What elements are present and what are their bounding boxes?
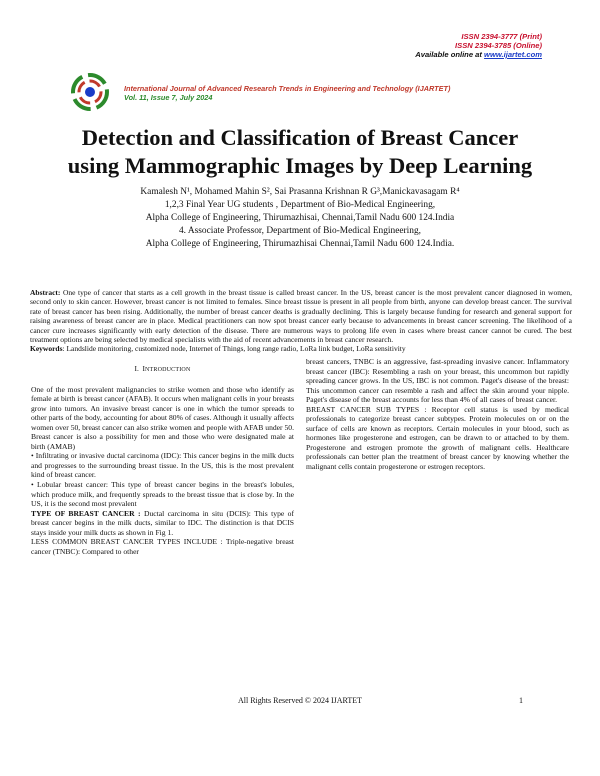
idc-paragraph: • Infiltrating or invasive ductal carcinoma (IDC): This cancer begins in the milk ducts and progresses to the surrounding breast tissue. In the US, this is the most prevalent kind of breast cancer. — [31, 451, 294, 480]
journal-volume: Vol. 11, Issue 7, July 2024 — [124, 93, 213, 102]
abstract — [30, 288, 572, 354]
affiliation-1-line2: Alpha College of Engineering, Thirumazhisai, Chennai,Tamil Nadu 600 124.India — [145, 213, 455, 223]
abstract-label: Abstract: — [30, 288, 61, 297]
tnbc-paragraph: breast cancers, TNBC is an aggressive, fast-spreading invasive cancer. Inflammatory breast cancer (IBC): Resembling a rash on your breast, this uncommon but rapidly spreading cancer grows. In the US, IBC is not common. Paget's disease of the breast: This uncommon cancer can resemble a rash and affect the skin around your nipple. Paget's disease of the breast accounts for less than 4% of all cases of breast cancer. — [306, 357, 569, 405]
affiliation-1-line1: 1,2,3 Final Year UG students , Department of Bio-Medical Engineering, — [164, 200, 436, 210]
types-paragraph: TYPE OF BREAST CANCER : Ductal carcinoma in situ (DCIS): This type of breast cancer begins in the milk ducts, similar to IDC. The distinction is that DCIS stays inside your milk ducts as shown in Fig 1. — [31, 508, 294, 537]
issn-online: ISSN 2394-3785 (Online) — [455, 41, 542, 50]
affiliation-2-line2: Alpha College of Engineering, Thirumazhisai Chennai,Tamil Nadu 600 124.India. — [145, 239, 455, 249]
right-column — [306, 357, 569, 472]
page-number: 1 — [519, 696, 523, 705]
keywords-text: : Landslide monitoring, customized node, Internet of Things, long range radio, LoRa link budget, LoRa sensitivity — [62, 344, 406, 354]
intro-paragraph: One of the most prevalent malignancies to strike women and those who identify as female at birth is breast cancer (AFAB). It occurs when malignant cells in your breasts grow into tumors. An invasive breast cancer is one in which the tumor spreads to other parts of the body, accounting for about 80% of cases. Although it usually affects women over 50, breast cancer can also strike women and people with AFAB under 50. Breast cancer is also a possibility for men and those who were designated male at birth (AMAB) — [31, 384, 294, 451]
less-common-paragraph: LESS COMMON BREAST CANCER TYPES INCLUDE : Triple-negative breast cancer (TNBC): Compared to other — [31, 537, 294, 556]
keywords-label: Keywords — [30, 344, 63, 354]
issn-print: ISSN 2394-3777 (Print) — [461, 32, 542, 41]
affiliation-2-line1: 4. Associate Professor, Department of Bio-Medical Engineering, — [178, 226, 421, 236]
paper-authors: Kamalesh N¹, Mohamed Mahin S², Sai Prasanna Krishnan R G³,Manickavasagam R⁴ — [140, 187, 460, 197]
paper-title: Detection and Classification of Breast Cancer using Mammographic Images by Deep Learning — [67, 125, 533, 178]
journal-name: International Journal of Advanced Research Trends in Engineering and Technology (IJARTET) Vol. 11, Issue 7, July 2024 — [124, 84, 451, 102]
abstract-text: One type of cancer that starts as a cell growth in the breast tissue is called breast cancer. In the US, breast cancer is the most prevalent cancer diagnosed in women, second only to skin cancer. However, breast cancer is not limited to females. Since breast tissue is present in all people from birth, anyone can develop breast cancer. The survival rate of breast cancer has been rising. Additionally, the number of breast cancer deaths is gradually declining. This is largely because funding for research and general support for raising awareness of breast cancer are in place. Medical practitioners can now spot breast cancer early because to advancements in breast cancer screening. The likelihood of a cancer cure increases significantly with early detection of the disease. There are numerous ways to prolong life even in cases where breast cancer cannot be cured. The best treatment options are being selected by medical specialists with the aid of recent advancements in breast cancer research. — [30, 288, 572, 345]
footer-copyright: All Rights Reserved © 2024 IJARTET — [237, 696, 363, 705]
lobular-paragraph: • Lobular breast cancer: This type of breast cancer begins in the breast's lobules, which produce milk, and frequently spreads to the breast tissue that is close by. In the US, it is the second most prevalent — [31, 480, 294, 509]
left-column — [31, 360, 294, 556]
available-online: Available online at www.ijartet.com — [415, 50, 542, 59]
journal-website-link[interactable]: www.ijartet.com — [484, 50, 542, 59]
journal-logo-icon — [68, 70, 112, 114]
subtypes-paragraph: BREAST CANCER SUB TYPES : Receptor cell status is used by medical professionals to categorize breast cancer subtypes. Protein molecules on or on the surface of cells are known as receptors. Certain molecules in your blood, such as hormones like progesterone and estrogen, can be drawn to or attached to by them. Progesterone and estrogen promote the growth of malignant cells. Healthcare professionals can better plan the treatment of breast cancer by knowing whether the malignant cells contain progesterone or estrogen receptors. — [306, 404, 569, 472]
section-heading-introduction: I. INTRODUCTION — [134, 364, 191, 373]
